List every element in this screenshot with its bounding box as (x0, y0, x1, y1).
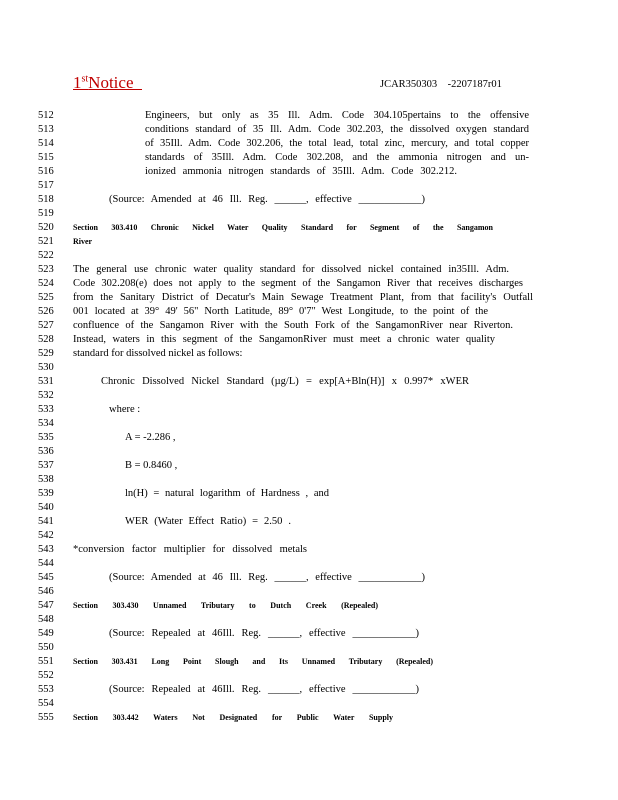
line-number: 541 (38, 516, 54, 527)
section-heading-303-410-cont: River (73, 237, 93, 246)
text-line-513: conditions standard of 35 Ill. Adm. Code 302.203, the dissolved oxygen standard (145, 124, 529, 135)
line-number: 514 (38, 138, 54, 149)
variable-wer: WER (Water Effect Ratio) = 2.50 . (125, 516, 291, 527)
section-heading-303-430: Section 303.430 Unnamed Tributary to Dutch Creek (Repealed) (73, 601, 378, 610)
line-number: 518 (38, 194, 54, 205)
where-label: where : (109, 404, 141, 415)
text-line-528: Instead, waters in this segment of the SangamonRiver must meet a chronic water quality (73, 334, 495, 345)
formula-line: Chronic Dissolved Nickel Standard (µg/L) = exp[A+Bln(H)] x 0.997* xWER (101, 376, 469, 387)
text-line-529: standard for dissolved nickel as follows: (73, 348, 243, 359)
line-number: 554 (38, 698, 54, 709)
text-line-515: standards of 35Ill. Adm. Code 302.208, and the ammonia nitrogen and un- (145, 152, 529, 163)
source-note-549: (Source: Repealed at 46Ill. Reg. ______, effective ____________) (109, 628, 419, 639)
line-number: 546 (38, 586, 54, 597)
variable-b: B = 0.8460 , (125, 460, 178, 471)
line-number: 552 (38, 670, 54, 681)
line-number: 555 (38, 712, 54, 723)
notice-number: 1 (73, 73, 82, 92)
variable-a: A = -2.286 , (125, 432, 176, 443)
source-note-553: (Source: Repealed at 46Ill. Reg. ______, effective ____________) (109, 684, 419, 695)
line-number: 524 (38, 278, 54, 289)
line-number: 544 (38, 558, 54, 569)
line-number: 540 (38, 502, 54, 513)
section-heading-303-442: Section 303.442 Waters Not Designated for Public Water Supply (73, 713, 393, 722)
line-number: 526 (38, 306, 54, 317)
text-line-525: from the Sanitary District of Decatur's Main Sewage Treatment Plant, from that facility's Outfall (73, 292, 533, 303)
line-number: 542 (38, 530, 54, 541)
line-number: 543 (38, 544, 54, 555)
line-number: 517 (38, 180, 54, 191)
conversion-footnote: *conversion factor multiplier for dissolved metals (73, 544, 307, 555)
line-number: 532 (38, 390, 54, 401)
line-number: 512 (38, 110, 54, 121)
text-line-512: Engineers, but only as 35 Ill. Adm. Code 304.105pertains to the offensive (145, 110, 529, 121)
line-number: 527 (38, 320, 54, 331)
notice-superscript: st (81, 73, 89, 85)
document-id: JCAR350303 -2207187r01 (380, 79, 502, 90)
line-number: 513 (38, 124, 54, 135)
line-number: 523 (38, 264, 54, 275)
line-number: 539 (38, 488, 54, 499)
source-note-545: (Source: Amended at 46 Ill. Reg. ______, effective ____________) (109, 572, 425, 583)
line-number: 521 (38, 236, 54, 247)
line-number: 530 (38, 362, 54, 373)
section-heading-303-410: Section 303.410 Chronic Nickel Water Quality Standard for Segment of the Sangamon (73, 223, 493, 232)
line-number: 525 (38, 292, 54, 303)
text-line-516: ionized ammonia nitrogen standards of 35Ill. Adm. Code 302.212. (145, 166, 457, 177)
text-line-527: confluence of the Sangamon River with the South Fork of the SangamonRiver near Riverton. (73, 320, 513, 331)
notice-word: Notice (88, 73, 134, 92)
line-number: 533 (38, 404, 54, 415)
line-number: 516 (38, 166, 54, 177)
section-heading-303-431: Section 303.431 Long Point Slough and Its Unnamed Tributary (Repealed) (73, 657, 433, 666)
line-number: 520 (38, 222, 54, 233)
line-number: 519 (38, 208, 54, 219)
line-number: 536 (38, 446, 54, 457)
line-number: 553 (38, 684, 54, 695)
line-number: 528 (38, 334, 54, 345)
line-number: 515 (38, 152, 54, 163)
line-number: 548 (38, 614, 54, 625)
line-number: 534 (38, 418, 54, 429)
line-number: 535 (38, 432, 54, 443)
line-number: 551 (38, 656, 54, 667)
line-number: 545 (38, 572, 54, 583)
source-note-518: (Source: Amended at 46 Ill. Reg. ______, effective ____________) (109, 194, 425, 205)
line-number: 531 (38, 376, 54, 387)
line-number: 529 (38, 348, 54, 359)
line-number: 549 (38, 628, 54, 639)
line-number: 537 (38, 460, 54, 471)
text-line-526: 001 located at 39° 49' 56" North Latitude, 89° 0'7" West Longitude, to the point of the (73, 306, 488, 317)
line-number: 550 (38, 642, 54, 653)
notice-title (73, 73, 142, 93)
line-number: 547 (38, 600, 54, 611)
line-number: 538 (38, 474, 54, 485)
text-line-524: Code 302.208(e) does not apply to the segment of the Sangamon River that receives discharges (73, 278, 523, 289)
line-number: 522 (38, 250, 54, 261)
text-line-523: The general use chronic water quality standard for dissolved nickel contained in35Ill. Adm. (73, 264, 509, 275)
text-line-514: of 35Ill. Adm. Code 302.206, the total lead, total zinc, mercury, and total copper (145, 138, 529, 149)
variable-lnh: ln(H) = natural logarithm of Hardness , and (125, 488, 329, 499)
